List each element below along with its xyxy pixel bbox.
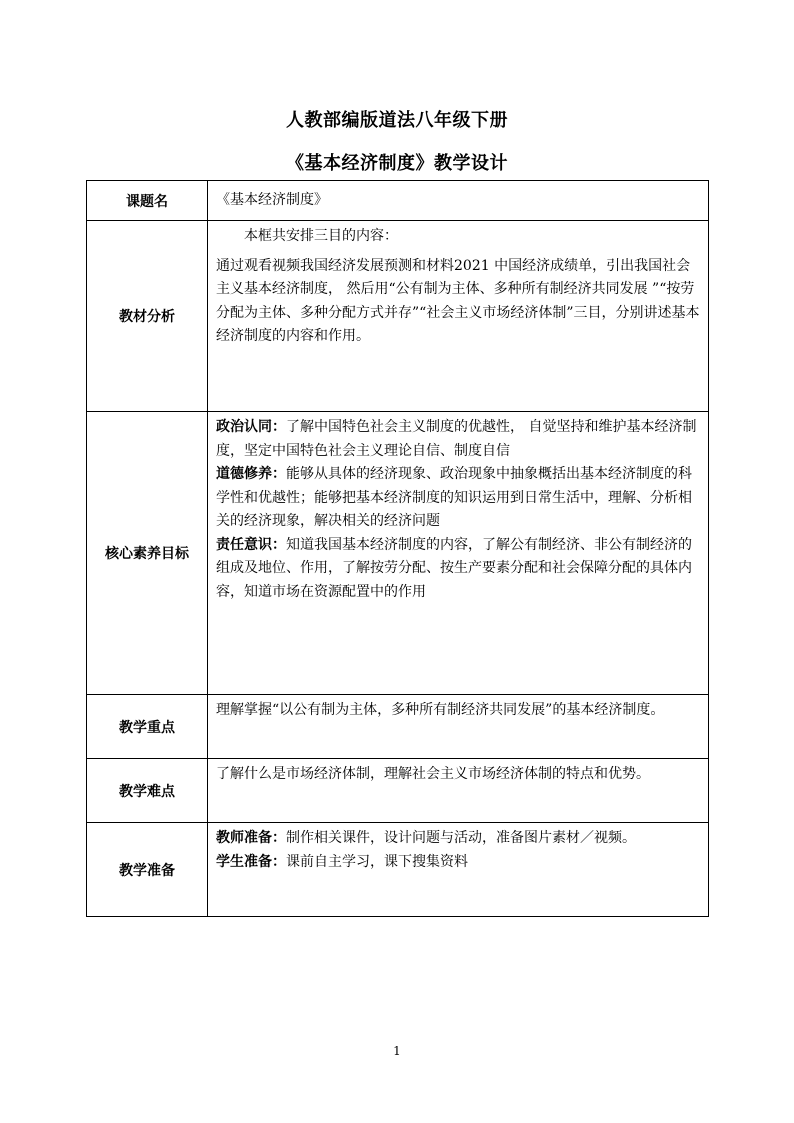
topic-content: 《基本经济制度》 (208, 181, 709, 221)
row-label-key-points: 教学重点 (87, 695, 208, 759)
literacy-text: 知道我国基本经济制度的内容，了解公有制经济、非公有制经济的组成及地位、作用，了解按劳分配、按生产要素分配和社会保障分配的具体内容，知道市场在资源配置中的作用 (216, 536, 692, 600)
table-row-difficulties (87, 759, 709, 823)
lesson-plan-table (86, 180, 709, 917)
key-points-content: 理解掌握“以公有制为主体，多种所有制经济共同发展”的基本经济制度。 (208, 695, 709, 759)
literacy-term: 政治认同： (216, 419, 286, 435)
table-row-topic (87, 181, 709, 221)
prep-text: 课前自主学习，课下搜集资料 (286, 853, 468, 870)
literacy-term: 责任意识： (216, 536, 286, 553)
prep-term: 学生准备： (216, 853, 286, 870)
row-label-topic: 课题名 (87, 181, 208, 221)
material-analysis-content (208, 221, 709, 412)
row-label-material-analysis: 教材分析 (87, 221, 208, 412)
prep-text: 制作相关课件，设计问题与活动，准备图片素材／视频。 (286, 830, 636, 846)
table-row-key-points (87, 695, 709, 759)
material-intro: 本框共安排三目的内容： (244, 228, 398, 244)
literacy-text: 能够从具体的经济现象、政治现象中抽象概括出基本经济制度的科学性和优越性；能够把基本经济制度的知识运用到日常生活中，理解、分析相关的经济现象，解决相关的经济问题 (216, 466, 692, 529)
prep-item-teacher (216, 827, 702, 851)
row-label-core-literacy: 核心素养目标 (87, 412, 208, 695)
literacy-item-moral (216, 463, 702, 534)
material-body: 通过观看视频我国经济发展预测和材料2021 中国经济成绩单，引出我国社会主义基本经济制度， 然后用“公有制为主体、多种所有制经济共同发展 ”“按劳分配为主体、多种分配方式并存”“社会主义市场经济体制”三目，分别讲述基本经济制度的内容和作用。 (216, 257, 700, 344)
preparation-content (208, 823, 709, 917)
row-label-difficulties: 教学难点 (87, 759, 208, 823)
literacy-item-political (216, 416, 702, 463)
document-subtitle: 《基本经济制度》教学设计 (286, 153, 508, 174)
document-title: 人教部编版道法八年级下册 (286, 110, 508, 131)
core-literacy-content (208, 412, 709, 695)
prep-item-student (216, 851, 702, 875)
prep-term: 教师准备： (216, 830, 286, 846)
table-row-material-analysis (87, 221, 709, 412)
row-label-preparation: 教学准备 (87, 823, 208, 917)
table-row-preparation (87, 823, 709, 917)
literacy-text: 了解中国特色社会主义制度的优越性， 自觉坚持和维护基本经济制度，坚定中国特色社会主义理论自信、制度自信 (216, 419, 697, 459)
difficulties-content: 了解什么是市场经济体制，理解社会主义市场经济体制的特点和优势。 (208, 759, 709, 823)
table-row-core-literacy (87, 412, 709, 695)
literacy-term: 道德修养： (216, 466, 286, 482)
page-number: 1 (393, 1044, 401, 1058)
literacy-item-responsibility (216, 534, 702, 605)
